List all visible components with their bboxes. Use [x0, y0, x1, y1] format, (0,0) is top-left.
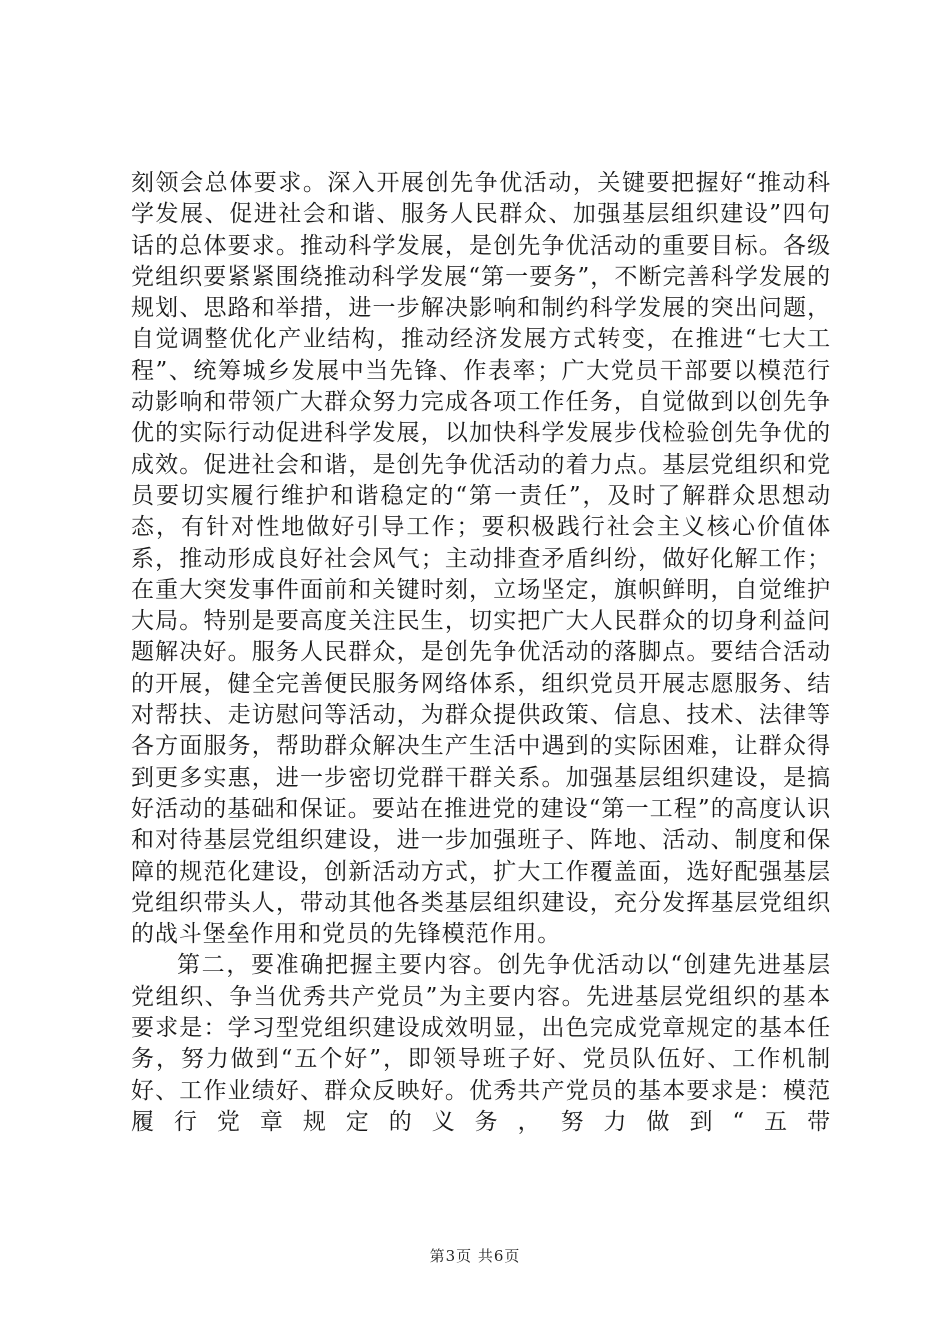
page-number-footer: 第3页 共6页 [429, 1247, 521, 1265]
document-body [131, 168, 831, 1138]
paragraph-2: 第二，要准确把握主要内容。创先争优活动以“创建先进基层党组织、争当优秀共产党员”为主要内容。先进基层党组织的基本要求是：学习型党组织建设成效明显，出色完成党章规定的基本任务，努力做到“五个好”，即领导班子好、党员队伍好、工作机制好、工作业绩好、群众反映好。优秀共产党员的基本要求是：模范履行党章规定的义务，努力做到“五带 [131, 952, 831, 1135]
paragraph-1: 刻领会总体要求。深入开展创先争优活动，关键要把握好“推动科学发展、促进社会和谐、服务人民群众、加强基层组织建设”四句话的总体要求。推动科学发展，是创先争优活动的重要目标。各级党组织要紧紧围绕推动科学发展“第一要务”，不断完善科学发展的规划、思路和举措，进一步解决影响和制约科学发展的突出问题，自觉调整优化产业结构，推动经济发展方式转变，在推进“七大工程”、统筹城乡发展中当先锋、作表率；广大党员干部要以模范行动影响和带领广大群众努力完成各项工作任务，自觉做到以创先争优的实际行动促进科学发展，以加快科学发展步伐检验创先争优的成效。促进社会和谐，是创先争优活动的着力点。基层党组织和党员要切实履行维护和谐稳定的“第一责任”，及时了解群众思想动态，有针对性地做好引导工作；要积极践行社会主义核心价值体系，推动形成良好社会风气；主动排查矛盾纠纷，做好化解工作；在重大突发事件面前和关键时刻，立场坚定，旗帜鲜明，自觉维护大局。特别是要高度关注民生，切实把广大人民群众的切身利益问题解决好。服务人民群众，是创先争优活动的落脚点。要结合活动的开展，健全完善便民服务网络体系，组织党员开展志愿服务、结对帮扶、走访慰问等活动，为群众提供政策、信息、技术、法律等各方面服务，帮助群众解决生产生活中遇到的实际困难，让群众得到更多实惠，进一步密切党群干群关系。加强基层组织建设，是搞好活动的基础和保证。要站在推进党的建设“第一工程”的高度认识和对待基层党组织建设，进一步加强班子、阵地、活动、制度和保障的规范化建设，创新活动方式，扩大工作覆盖面，选好配强基层党组织带头人，带动其他各类基层组织建设，充分发挥基层党组织的战斗堡垒作用和党员的先锋模范作用。 [131, 170, 831, 948]
